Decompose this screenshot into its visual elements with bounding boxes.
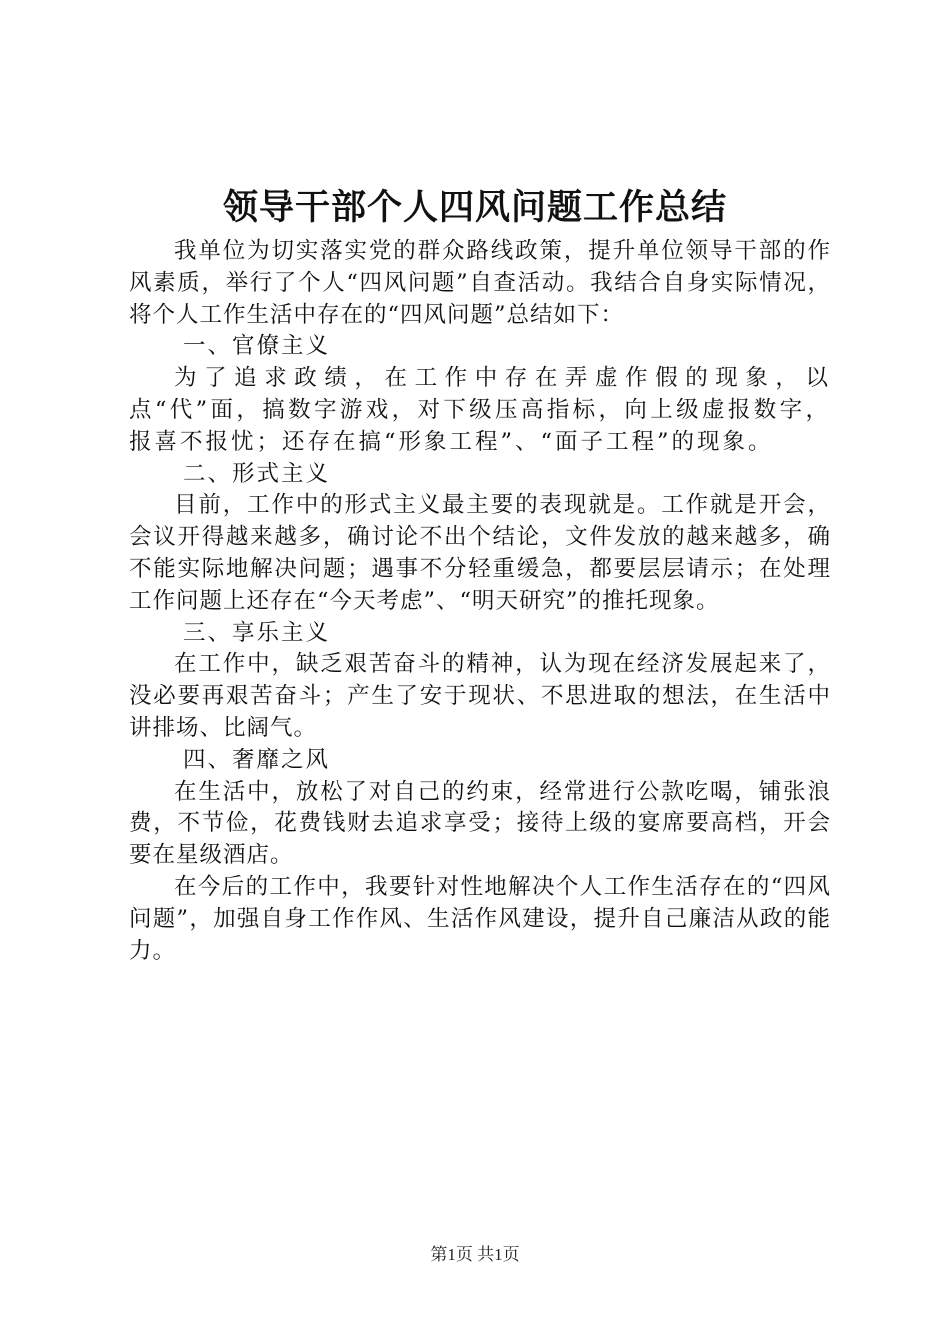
bureaucratism-paragraph: 为了追求政绩，在工作中存在弄虚作假的现象，以点“代”面，搞数字游戏，对下级压高指标，向上级虚报数字，报喜不报忧；还存在搞“形象工程”、“面子工程”的现象。	[129, 365, 831, 455]
extravagance-paragraph: 在生活中，放松了对自己的约束，经常进行公款吃喝，铺张浪费，不节俭，花费钱财去追求享受；接待上级的宴席要高档，开会要在星级酒店。	[129, 778, 831, 869]
page-number-footer: 第1页 共1页	[430, 1245, 520, 1264]
document-body	[129, 236, 831, 967]
section-heading-formalism: 二、形式主义	[183, 460, 331, 487]
section-heading-extravagance: 四、奢靡之风	[183, 746, 331, 773]
section-heading-bureaucratism: 一、官僚主义	[183, 333, 331, 360]
document-title: 领导干部个人四风问题工作总结	[222, 187, 727, 228]
hedonism-paragraph: 在工作中，缺乏艰苦奋斗的精神，认为现在经济发展起来了，没必要再艰苦奋斗；产生了安于现状、不思进取的想法，在生活中讲排场、比阔气。	[129, 651, 831, 741]
section-heading-hedonism: 三、享乐主义	[183, 619, 331, 646]
formalism-paragraph: 目前，工作中的形式主义最主要的表现就是。工作就是开会，会议开得越来越多，确讨论不出个结论，文件发放的越来越多，确不能实际地解决问题；遇事不分轻重缓急，都要层层请示；在处理工作问题上还存在“今天考虑”、“明天研究”的推托现象。	[129, 492, 831, 614]
conclusion-paragraph: 在今后的工作中，我要针对性地解决个人工作生活存在的“四风问题”，加强自身工作作风、生活作风建设，提升自己廉洁从政的能力。	[129, 873, 831, 964]
intro-paragraph: 我单位为切实落实党的群众路线政策，提升单位领导干部的作风素质，举行了个人“四风问题”自查活动。我结合自身实际情况，将个人工作生活中存在的“四风问题”总结如下：	[129, 238, 831, 328]
